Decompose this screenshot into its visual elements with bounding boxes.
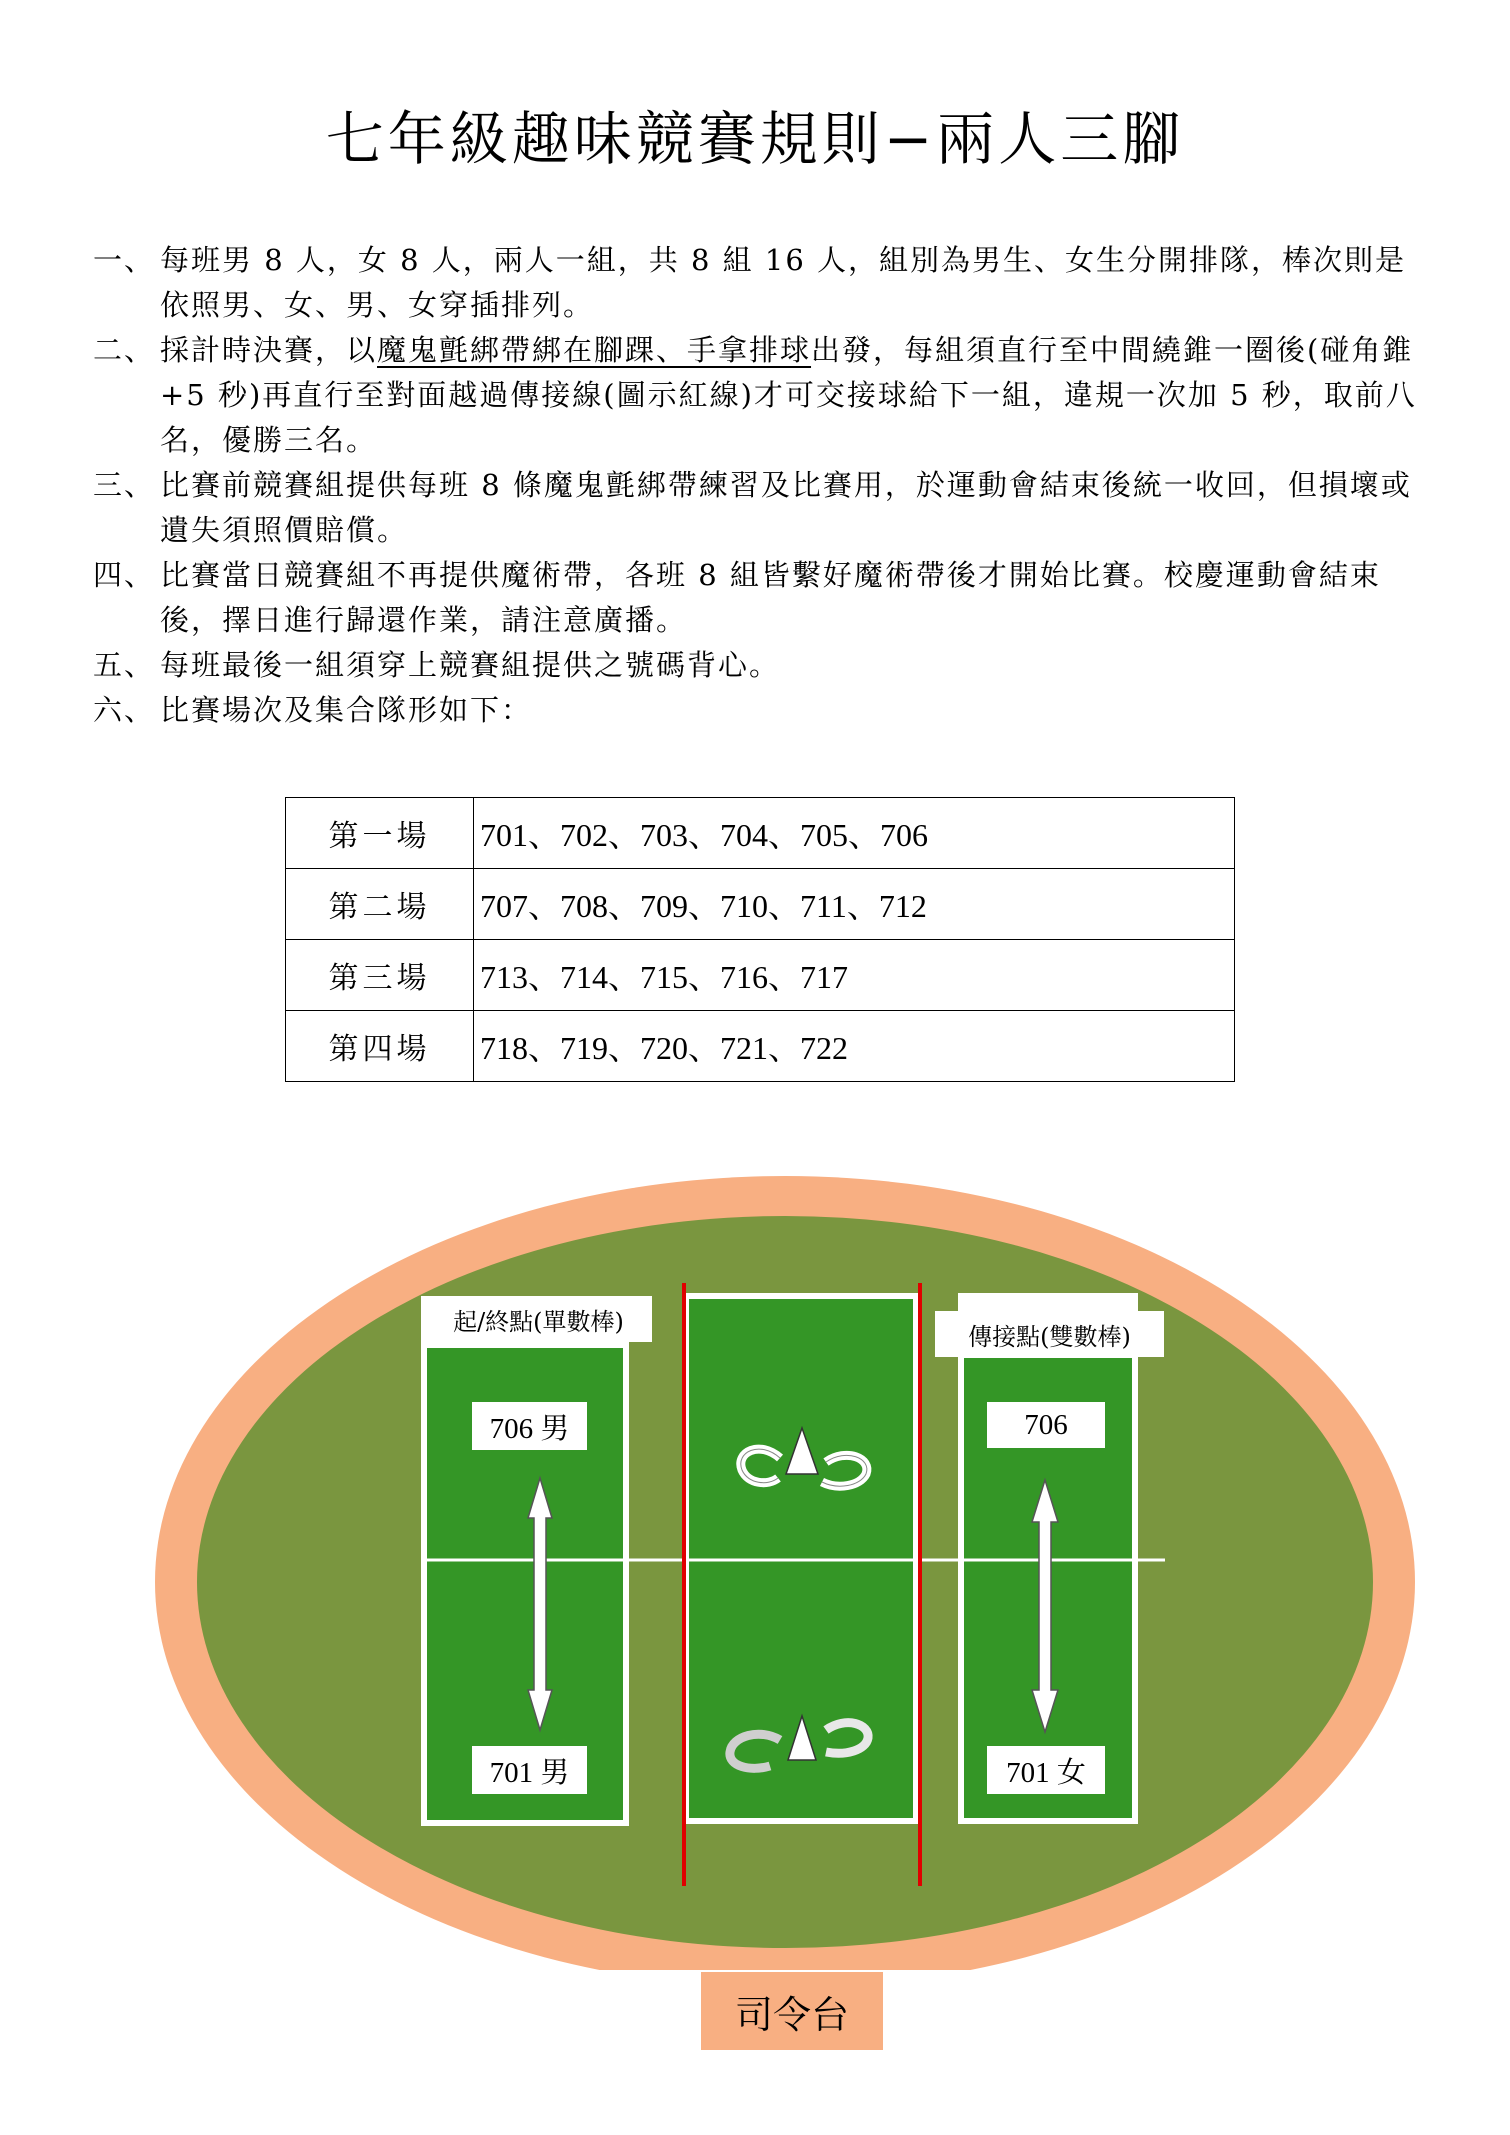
rule-text: 比賽場次及集合隊形如下： bbox=[160, 693, 533, 727]
round-label: 第四場 bbox=[286, 1011, 474, 1082]
relay-point-label: 傳接點(雙數棒) bbox=[935, 1311, 1164, 1357]
rule-2 bbox=[93, 328, 1433, 463]
table-row bbox=[286, 798, 1235, 869]
rule-3 bbox=[93, 463, 1433, 553]
rule-text-underlined: 魔鬼氈綁帶綁在腳踝、手拿排球 bbox=[377, 333, 812, 367]
rule-6 bbox=[93, 688, 1433, 733]
round-classes: 701、702、703、704、705、706 bbox=[474, 798, 1235, 869]
schedule-table bbox=[285, 797, 1235, 1082]
rule-text: 每班男 8 人，女 8 人，兩人一組，共 8 組 16 人，組別為男生、女生分開排隊，棒次則是依照男、女、男、女穿插排列。 bbox=[160, 243, 1407, 322]
rule-4 bbox=[93, 553, 1433, 643]
rule-number: 五、 bbox=[93, 648, 156, 682]
round-label: 第三場 bbox=[286, 940, 474, 1011]
rule-number: 一、 bbox=[93, 243, 156, 277]
class-tag-right-top: 706 bbox=[987, 1402, 1105, 1448]
table-row bbox=[286, 940, 1235, 1011]
rule-text: 比賽前競賽組提供每班 8 條魔鬼氈綁帶練習及比賽用，於運動會結束後統一收回，但損壞或遺失須照價賠償。 bbox=[160, 468, 1412, 547]
rule-text: 每班最後一組須穿上競賽組提供之號碼背心。 bbox=[160, 648, 781, 682]
start-finish-label: 起/終點(單數棒) bbox=[425, 1296, 652, 1342]
rule-1 bbox=[93, 238, 1433, 328]
rule-number: 三、 bbox=[93, 468, 156, 502]
class-tag-right-bottom: 701 女 bbox=[987, 1746, 1105, 1794]
round-label: 第二場 bbox=[286, 869, 474, 940]
round-label: 第一場 bbox=[286, 798, 474, 869]
rule-text: 比賽當日競賽組不再提供魔術帶，各班 8 組皆繫好魔術帶後才開始比賽。校慶運動會結束後，擇日進行歸還作業，請注意廣播。 bbox=[160, 558, 1381, 637]
round-classes: 718、719、720、721、722 bbox=[474, 1011, 1235, 1082]
rule-text-pre: 採計時決賽，以 bbox=[160, 333, 378, 367]
class-tag-left-top: 706 男 bbox=[472, 1402, 587, 1450]
podium-label: 司令台 bbox=[701, 1972, 883, 2050]
rules-list bbox=[93, 238, 1433, 733]
class-tag-left-bottom: 701 男 bbox=[472, 1746, 587, 1794]
round-classes: 707、708、709、710、711、712 bbox=[474, 869, 1235, 940]
table-row bbox=[286, 1011, 1235, 1082]
table-row bbox=[286, 869, 1235, 940]
rule-number: 六、 bbox=[93, 693, 156, 727]
rule-5 bbox=[93, 643, 1433, 688]
field-diagram bbox=[0, 1150, 1510, 1970]
round-classes: 713、714、715、716、717 bbox=[474, 940, 1235, 1011]
rule-text-post: 出發，每組須直行至中間繞錐一圈後(碰角錐+5 秒)再直行至對面越過傳接線(圖示紅線)才可交接球給下一組，違規一次加 5 秒，取前八名，優勝三名。 bbox=[160, 333, 1417, 457]
rule-number: 二、 bbox=[93, 333, 156, 367]
page-title: 七年級趣味競賽規則−兩人三腳 bbox=[325, 105, 1185, 173]
rule-number: 四、 bbox=[93, 558, 156, 592]
